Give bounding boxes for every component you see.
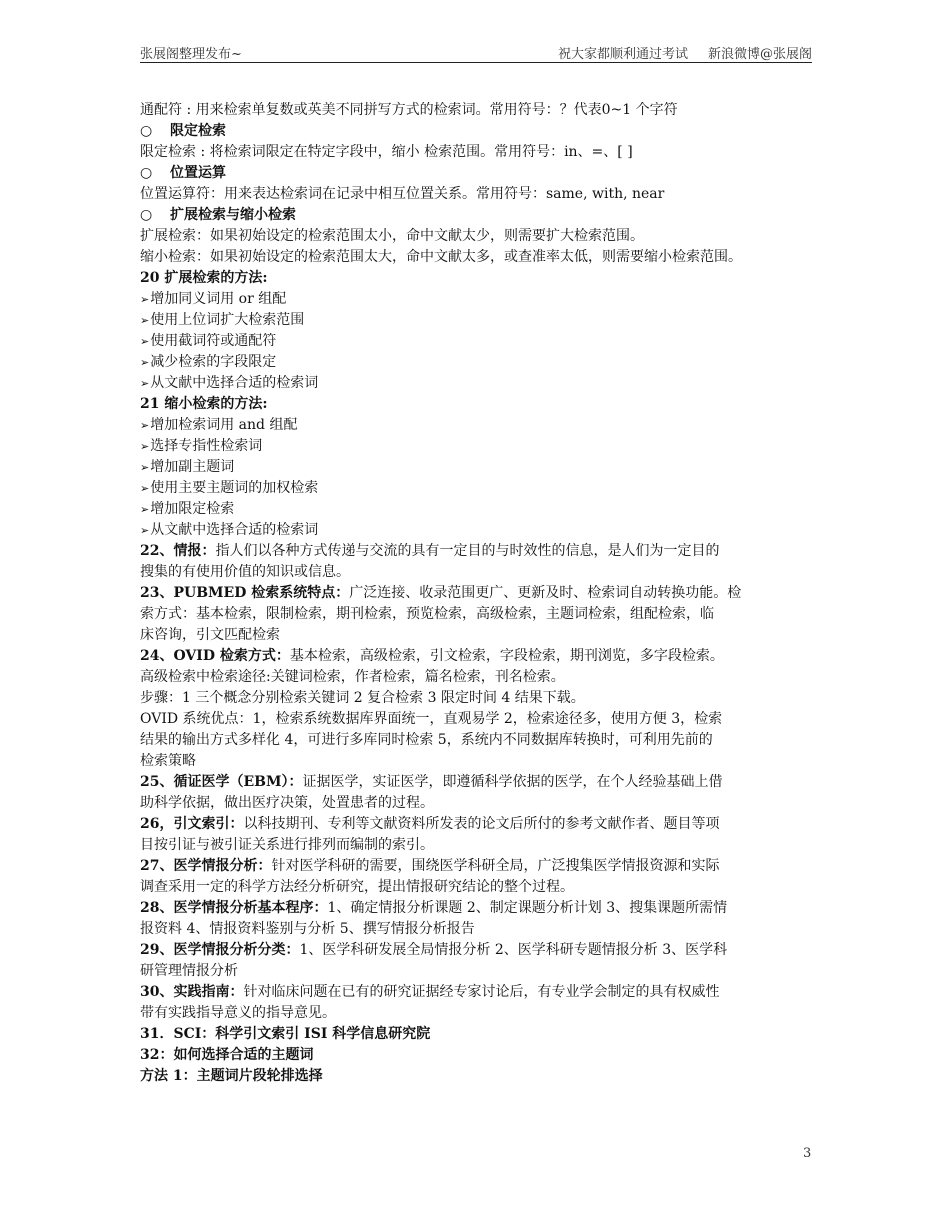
expand-text: 扩展检索：如果初始设定的检索范围太小，命中文献太少，则需要扩大检索范围。 (140, 228, 644, 244)
q28-paragraph (140, 898, 840, 919)
arrow-bullet-icon: ➢ (140, 356, 150, 369)
q23-label: 23、PUBMED 检索系统特点： (140, 585, 350, 601)
arrow-bullet-icon: ➢ (140, 482, 150, 495)
q25-line2: 助科学依据，做出医疗决策，处置患者的过程。 (140, 795, 434, 811)
q22-label: 22、情报： (140, 543, 216, 559)
list-item (140, 331, 840, 352)
arrow-bullet-icon: ➢ (140, 524, 150, 537)
q23-line3: 床咨询，引文匹配检索 (140, 627, 280, 643)
circle-bullet-icon: ○ (140, 207, 153, 223)
q24-line4: OVID 系统优点：1，检索系统数据库界面统一，直观易学 2，检索途径多，使用方便 3，检索 (140, 711, 723, 727)
q31-heading: 31．SCI：科学引文索引 ISI 科学信息研究院 (140, 1026, 431, 1042)
q24-paragraph (140, 646, 840, 667)
arrow-bullet-icon: ➢ (140, 419, 150, 432)
q22-line2: 搜集的有使用价值的知识或信息。 (140, 564, 350, 580)
position-title: 位置运算 (170, 165, 226, 181)
q23-line2: 索方式：基本检索，限制检索，期刊检索，预览检索，高级检索，主题词检索，组配检索，临 (140, 606, 714, 622)
arrow-bullet-icon: ➢ (140, 440, 150, 453)
arrow-bullet-icon: ➢ (140, 503, 150, 516)
q29-paragraph (140, 940, 840, 961)
q26-label: 26，引文索引： (140, 816, 244, 832)
list-item-text: 增加检索词用 and 组配 (150, 417, 298, 433)
limit-heading (140, 121, 840, 142)
q25-line1: 证据医学，实证医学，即遵循科学依据的医学，在个人经验基础上借 (302, 774, 723, 790)
header-wish-text: 祝大家都顺利通过考试 (557, 47, 688, 62)
list-item (140, 310, 840, 331)
arrow-bullet-icon: ➢ (140, 335, 150, 348)
q26-line2: 目按引证与被引证关系进行排列而编制的索引。 (140, 837, 434, 853)
q25-paragraph (140, 772, 840, 793)
q23-line1: 广泛连接、收录范围更广、更新及时、检索词自动转换功能。检 (349, 585, 742, 601)
q29-label: 29、医学情报分析分类： (140, 942, 300, 958)
q24-line6: 检索策略 (140, 753, 196, 769)
page-header (140, 40, 812, 63)
q27-line2: 调查采用一定的科学方法经分析研究，提出情报研究结论的整个过程。 (140, 879, 574, 895)
list-item (140, 352, 840, 373)
expand-shrink-heading (140, 205, 840, 226)
circle-bullet-icon: ○ (140, 165, 153, 181)
page-content (140, 100, 840, 1087)
q27-line1: 针对医学科研的需要，围绕医学科研全局，广泛搜集医学情报资源和实际 (271, 858, 720, 874)
list-item-text: 使用截词符或通配符 (150, 333, 277, 349)
q30-line1: 针对临床问题在已有的研究证据经专家讨论后，有专业学会制定的具有权威性 (243, 984, 720, 1000)
q24-label: 24、OVID 检索方式： (140, 648, 290, 664)
wildcard-text: 通配符 : 用来检索单复数或英美不同拼写方式的检索词。常用符号：？代表0~1 个字符 (140, 102, 678, 118)
q28-line2: 报资料 4、情报资料鉴别与分析 5、撰写情报分析报告 (140, 921, 475, 937)
page-number: 3 (803, 1146, 812, 1161)
list-item-text: 增加同义词用 or 组配 (150, 291, 287, 307)
arrow-bullet-icon: ➢ (140, 461, 150, 474)
q22-line1: 指人们以各种方式传递与交流的具有一定目的与时效性的信息，是人们为一定目的 (215, 543, 720, 559)
list-item-text: 增加限定检索 (150, 501, 235, 517)
limit-text: 限定检索 : 将检索词限定在特定字段中，缩小 检索范围。常用符号：in、=、[ ] (140, 144, 633, 160)
arrow-bullet-icon: ➢ (140, 293, 150, 306)
list-item-text: 增加副主题词 (150, 459, 235, 475)
list-item-text: 减少检索的字段限定 (150, 354, 277, 370)
q22-paragraph (140, 541, 840, 562)
circle-bullet-icon: ○ (140, 123, 153, 139)
q28-line1: 1、确定情报分析课题 2、制定课题分析计划 3、搜集课题所需情 (327, 900, 728, 916)
q30-paragraph (140, 982, 840, 1003)
header-left-text: 张展阁整理发布~ (140, 47, 242, 62)
q29-line2: 研管理情报分析 (140, 963, 238, 979)
q30-label: 30、实践指南： (140, 984, 244, 1000)
q24-line3: 步骤：1 三个概念分别检索关键词 2 复合检索 3 限定时间 4 结果下载。 (140, 690, 585, 706)
list-item (140, 478, 840, 499)
q29-line1: 1、医学科研发展全局情报分析 2、医学科研专题情报分析 3、医学科 (299, 942, 728, 958)
q24-line2: 高级检索中检索途径:关键词检索，作者检索，篇名检索，刊名检索。 (140, 669, 565, 685)
q23-paragraph (140, 583, 840, 604)
q32-heading: 32：如何选择合适的主题词 (140, 1047, 314, 1063)
q21-heading: 21 缩小检索的方法: (140, 396, 268, 412)
list-item-text: 使用主要主题词的加权检索 (150, 480, 319, 496)
q30-line2: 带有实践指导意义的指导意见。 (140, 1005, 336, 1021)
expand-shrink-title: 扩展检索与缩小检索 (170, 207, 296, 223)
limit-title: 限定检索 (170, 123, 226, 139)
list-item (140, 289, 840, 310)
q26-paragraph (140, 814, 840, 835)
list-item (140, 499, 840, 520)
list-item (140, 415, 840, 436)
list-item (140, 373, 840, 394)
position-text: 位置运算符：用来表达检索词在记录中相互位置关系。常用符号：same, with, near (140, 186, 665, 202)
q27-label: 27、医学情报分析： (140, 858, 272, 874)
list-item-text: 从文献中选择合适的检索词 (150, 522, 319, 538)
list-item (140, 436, 840, 457)
q20-heading: 20 扩展检索的方法: (140, 270, 268, 286)
list-item-text: 使用上位词扩大检索范围 (150, 312, 305, 328)
q25-label: 25、循证医学（EBM）： (140, 774, 303, 790)
q24-line5: 结果的输出方式多样化 4，可进行多库同时检索 5，系统内不同数据库转换时，可利用先前的 (140, 732, 713, 748)
q28-label: 28、医学情报分析基本程序： (140, 900, 328, 916)
position-heading (140, 163, 840, 184)
list-item (140, 457, 840, 478)
q27-paragraph (140, 856, 840, 877)
header-weibo-text: 新浪微博@张展阁 (707, 47, 812, 62)
list-item-text: 从文献中选择合适的检索词 (150, 375, 319, 391)
shrink-text: 缩小检索：如果初始设定的检索范围太大，命中文献太多，或查准率太低，则需要缩小检索范围。 (140, 249, 742, 265)
arrow-bullet-icon: ➢ (140, 377, 150, 390)
q24-line1: 基本检索，高级检索，引文检索，字段检索，期刊浏览，多字段检索。 (289, 648, 724, 664)
list-item (140, 520, 840, 541)
q26-line1: 以科技期刊、专利等文献资料所发表的论文后所付的参考文献作者、题目等项 (243, 816, 720, 832)
method1-heading: 方法 1：主题词片段轮排选择 (140, 1068, 323, 1084)
list-item-text: 选择专指性检索词 (150, 438, 263, 454)
header-right (558, 43, 812, 62)
arrow-bullet-icon: ➢ (140, 314, 150, 327)
